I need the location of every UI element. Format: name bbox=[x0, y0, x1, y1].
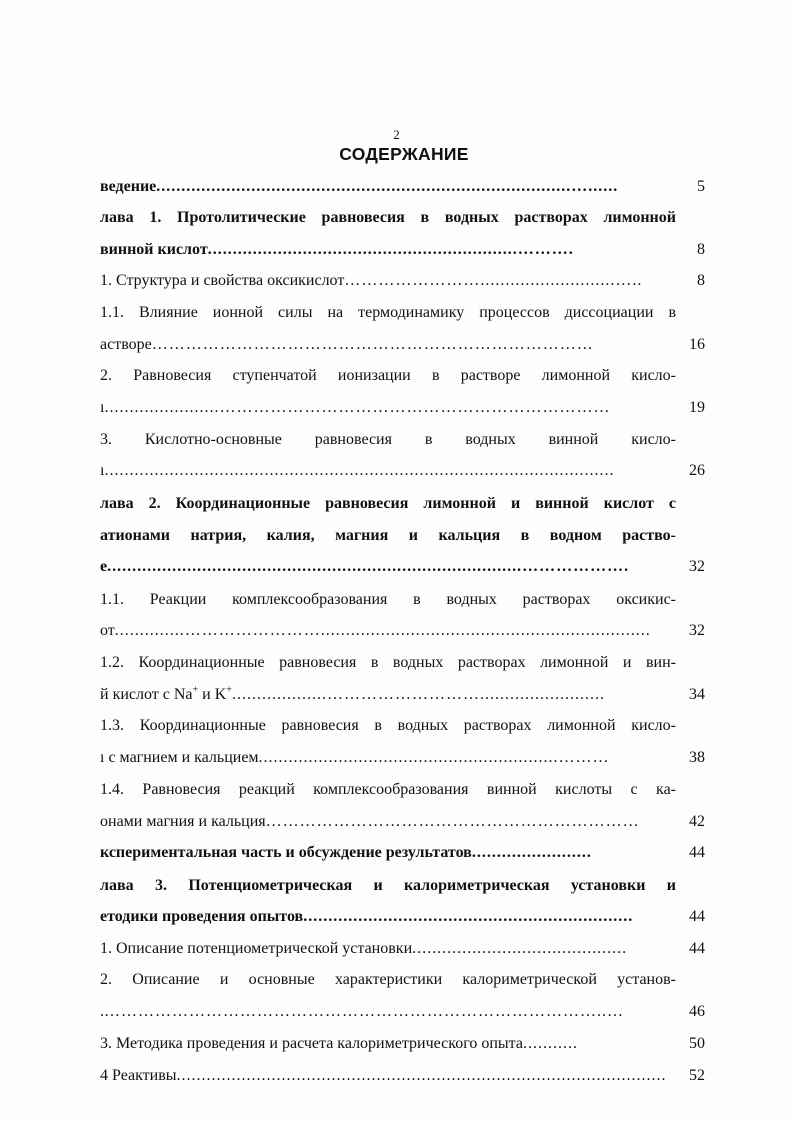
page-title: СОДЕРЖАНИЕ bbox=[339, 144, 469, 164]
toc-entry-text: кспериментальная часть и обсуждение результатов bbox=[100, 844, 472, 861]
toc-entry-chapter-2-end bbox=[100, 557, 676, 577]
toc-entry-2-1-1: 1.1. Реакции комплексообразования в водных растворах оксикис- bbox=[100, 591, 676, 608]
toc-entry-text bbox=[100, 685, 232, 705]
toc-entry-text: етодики проведения опытов bbox=[100, 908, 304, 925]
toc-entry-text-part: и K bbox=[198, 686, 227, 703]
toc-entry-1-3: 3. Кислотно-основные равновесия в водных винной кисло- bbox=[100, 431, 676, 448]
toc-entry-2-1-2-cont bbox=[100, 685, 676, 705]
toc-entry-1-1 bbox=[100, 271, 676, 291]
toc-entry-chapter-2-cont: атионами натрия, калия, магния и кальция в водном раство- bbox=[100, 527, 676, 544]
toc-leader-dots: ...................................................................................………………. bbox=[107, 558, 630, 575]
toc-entry-2-1-2: 1.2. Координационные равновесия в водных растворах лимонной и вин- bbox=[100, 654, 676, 671]
toc-page-number: 32 bbox=[689, 558, 705, 575]
toc-entry-chapter-3-cont bbox=[100, 907, 676, 927]
toc-entry-text: ведение bbox=[100, 178, 157, 195]
toc-leader-dots: .......................…………………………………………………………… bbox=[104, 399, 611, 416]
toc-page-number: 46 bbox=[689, 1003, 705, 1020]
toc-entry-text: астворе bbox=[100, 336, 152, 353]
toc-page-number: 19 bbox=[689, 399, 705, 416]
toc-entry-text: е bbox=[100, 558, 108, 575]
toc-entry-text-part: й кислот с Na bbox=[100, 686, 193, 703]
toc-entry-2-1-3-cont bbox=[100, 748, 676, 768]
page-number: 2 bbox=[393, 127, 400, 142]
toc-entry-1-1-1-cont bbox=[100, 335, 676, 355]
toc-entry-text: винной кислот bbox=[100, 241, 208, 258]
toc-leader-dots: ..............…………………….................................................................. bbox=[114, 622, 651, 639]
toc-page-number: 16 bbox=[689, 336, 705, 353]
toc-page-number: 50 bbox=[689, 1035, 705, 1052]
toc-page-number: 44 bbox=[689, 844, 705, 861]
toc-entry-1-2: 2. Равновесия ступенчатой ионизации в растворе лимонной кисло- bbox=[100, 367, 676, 384]
toc-leader-dots: ………………………………………………………… bbox=[265, 813, 640, 830]
toc-entry-experimental bbox=[100, 843, 676, 863]
toc-entry-3-3 bbox=[100, 1034, 676, 1054]
toc-leader-dots: …………………………………………………………………… bbox=[151, 336, 594, 353]
toc-entry-text: ı с магнием и кальцием bbox=[100, 749, 259, 766]
toc-entry-3-4 bbox=[100, 1066, 676, 1086]
toc-entry-1-2-cont bbox=[100, 398, 676, 418]
toc-entry-3-2: 2. Описание и основные характеристики калориметрической установ- bbox=[100, 971, 676, 988]
toc-entry-3-1 bbox=[100, 939, 676, 959]
toc-page-number: 26 bbox=[689, 462, 705, 479]
toc-leader-dots: ........... bbox=[522, 1035, 578, 1052]
toc-entry-2-1-4: 1.4. Равновесия реакций комплексообразования винной кислоты с ка- bbox=[100, 781, 676, 798]
toc-entry-2-1-4-cont bbox=[100, 812, 676, 832]
toc-entry-text: 1. Описание потенциометрической установки bbox=[100, 940, 413, 957]
superscript-plus: + bbox=[192, 685, 199, 696]
toc-entry-3-2-cont bbox=[100, 1002, 676, 1022]
toc-entry-text: 4 Реактивы bbox=[100, 1067, 177, 1084]
toc-leader-dots: ..............................................................………. bbox=[207, 241, 574, 258]
toc-entry-2-1-1-cont bbox=[100, 621, 676, 641]
toc-leader-dots: ........................ bbox=[471, 844, 592, 861]
toc-leader-dots: .................................................................................................. bbox=[176, 1067, 667, 1084]
toc-page-number: 8 bbox=[697, 241, 705, 258]
toc-entry-text: ı bbox=[100, 462, 105, 479]
toc-entry-2-1-3: 1.3. Координационные равновесия в водных растворах лимонной кисло- bbox=[100, 717, 676, 734]
toc-leader-dots: ...................................................................................…...... bbox=[156, 178, 619, 195]
toc-page-number: 5 bbox=[697, 178, 705, 195]
toc-leader-dots: ........................................... bbox=[412, 940, 628, 957]
toc-page-number: 32 bbox=[689, 622, 705, 639]
toc-page-number: 38 bbox=[689, 749, 705, 766]
toc-leader-dots: ...................................................................................................... bbox=[104, 462, 615, 479]
toc-entry-intro bbox=[100, 177, 676, 197]
toc-entry-text: от bbox=[100, 622, 115, 639]
toc-page-number: 8 bbox=[697, 272, 705, 289]
toc-leader-dots: .................................................................. bbox=[303, 908, 634, 925]
toc-entry-1-1-1: 1.1. Влияние ионной силы на термодинамику процессов диссоциации в bbox=[100, 304, 676, 321]
toc-entry-text: ı bbox=[100, 399, 105, 416]
toc-page-number: 52 bbox=[689, 1067, 705, 1084]
toc-page-number: 42 bbox=[689, 813, 705, 830]
toc-entry-chapter-3: лава 3. Потенциометрическая и калориметрическая установки и bbox=[100, 877, 676, 894]
toc-entry-chapter-2: лава 2. Координационные равновесия лимонной и винной кислот с bbox=[100, 495, 676, 512]
toc-leader-dots: ...................………………………......................... bbox=[231, 686, 605, 703]
toc-entry-text: . bbox=[100, 1003, 104, 1020]
toc-page-number: 44 bbox=[689, 908, 705, 925]
toc-entry-text: 1. Структура и свойства оксикислот bbox=[100, 272, 345, 289]
toc-entry-chapter-1-cont bbox=[100, 240, 676, 260]
toc-entry-1-3-cont bbox=[100, 461, 676, 481]
superscript-plus: + bbox=[226, 685, 232, 696]
toc-leader-dots: ……………………………………………………………………………..… bbox=[104, 1003, 624, 1020]
toc-page-number: 34 bbox=[689, 686, 705, 703]
toc-page-number: 44 bbox=[689, 940, 705, 957]
toc-entry-chapter-1: лава 1. Протолитические равновесия в водных растворах лимонной bbox=[100, 209, 676, 226]
toc-entry-text: онами магния и кальция bbox=[100, 813, 266, 830]
toc-leader-dots: ............................................................……… bbox=[258, 749, 610, 766]
toc-leader-dots: ……………………...........................….. bbox=[344, 272, 643, 289]
toc-entry-text: 3. Методика проведения и расчета калориметрического опыта bbox=[100, 1035, 523, 1052]
